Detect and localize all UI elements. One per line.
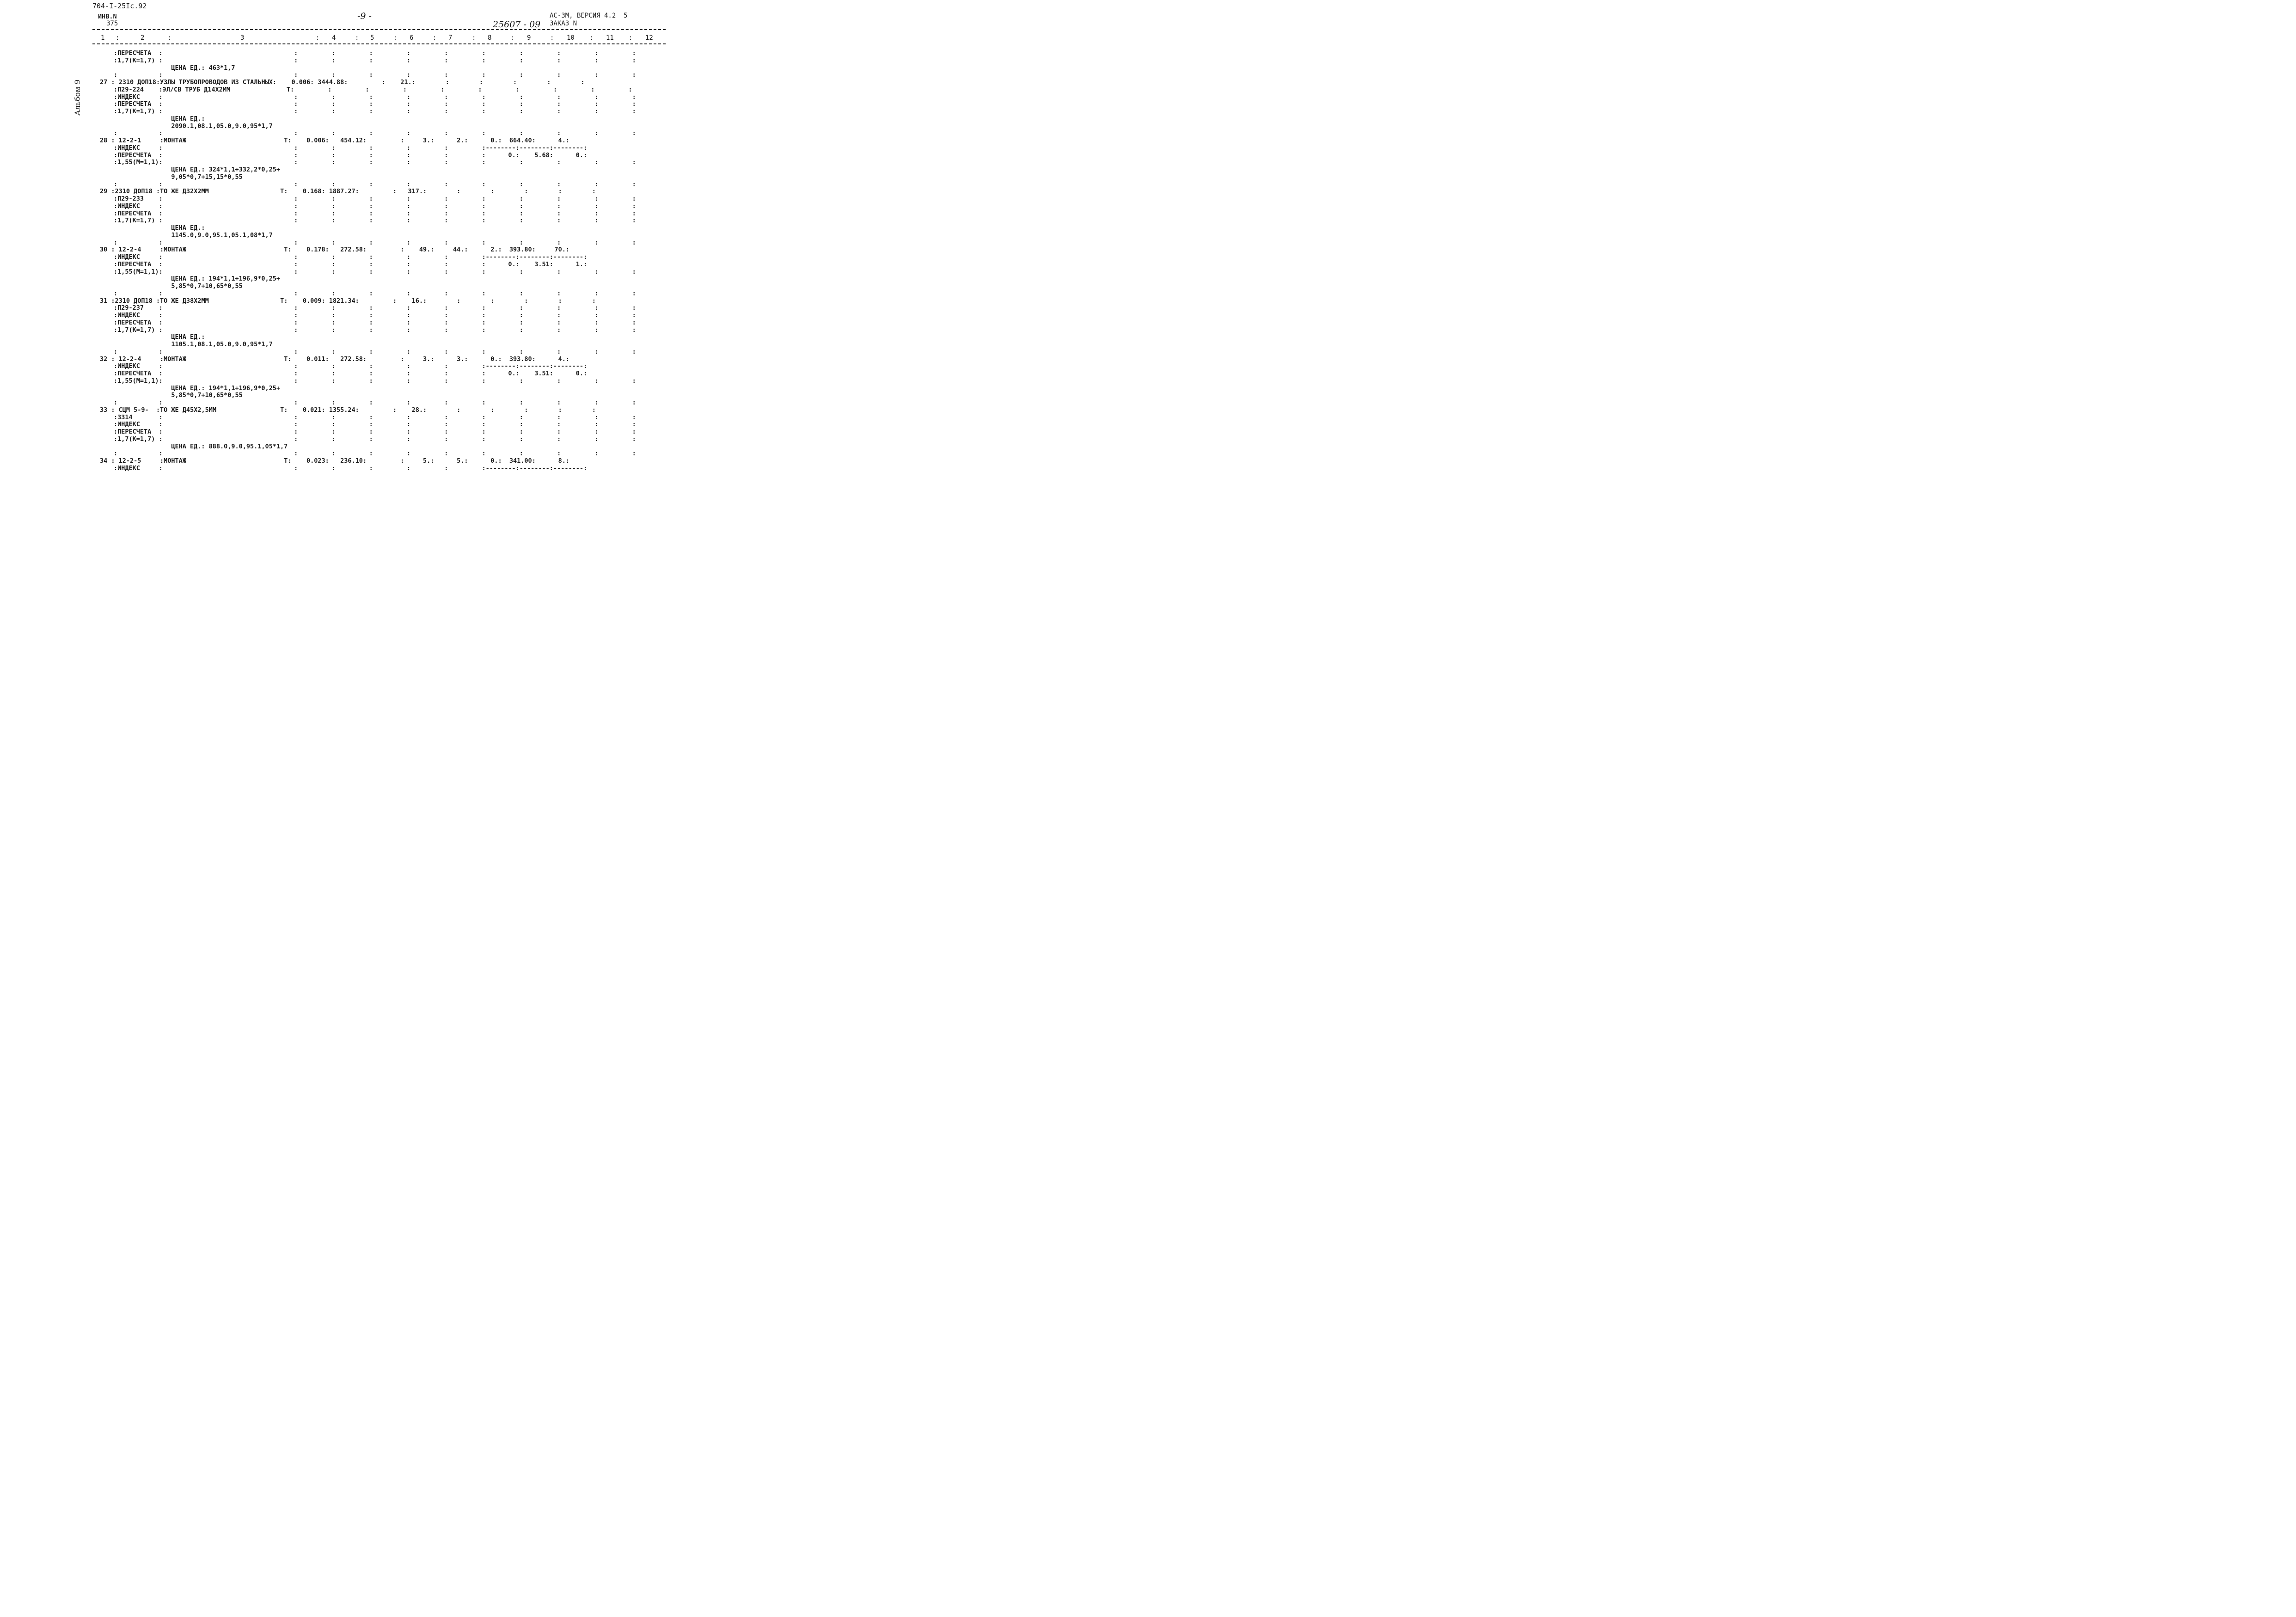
table-line: :ПЕРЕСЧЕТА : : : : : : : : : : : — [114, 428, 636, 435]
table-line: 5,85*0,7+10,65*0,55 — [126, 282, 243, 290]
table-line: :1,7(К=1,7) : : : : : : : : : : : — [114, 56, 636, 64]
table-line: :1,7(К=1,7) : : : : : : : : : : : — [114, 108, 636, 115]
table-line: 33 : СЦМ 5-9- :ТО ЖЕ Д45Х2,5ММ T: 0.021: 1355.24: : 28.: : : : : : — [100, 406, 596, 414]
table-line: ЦЕНА ЕД.: 194*1,1+196,9*0,25+ — [126, 275, 281, 283]
column-separator: : — [589, 34, 594, 42]
table-line: : : : : : : : : : : : : — [114, 71, 636, 79]
table-line: 29 :2310 ДОП18 :ТО ЖЕ Д32Х2ММ T: 0.168: 1887.27: : 317.: : : : : : — [100, 188, 596, 196]
table-line: ЦЕНА ЕД.: — [126, 115, 205, 122]
column-separator: : — [550, 34, 554, 42]
column-number: 9 — [527, 34, 531, 42]
column-number: 5 — [370, 34, 374, 42]
table-line: 1105.1,08.1,05.0,9.0,95*1,7 — [126, 341, 273, 348]
table-line: ЦЕНА ЕД.: 888.0,9.0,95.1,05*1,7 — [126, 442, 288, 450]
table-line: :ПЕРЕСЧЕТА : : : : : : : 0.: 5.68: 0.: — [114, 151, 588, 159]
column-separator: : — [355, 34, 359, 42]
table-line: :ИНДЕКС : : : : : : : : : : : — [114, 421, 636, 429]
table-line: : : : : : : : : : : : : — [114, 450, 636, 458]
table-line: : : : : : : : : : : : : — [114, 129, 636, 137]
table-line: :П29-237 : : : : : : : : : : : — [114, 304, 636, 312]
table-line: :ИНДЕКС : : : : : : : : : : : — [114, 312, 636, 319]
column-number: 2 — [141, 34, 145, 42]
table-line: :ПЕРЕСЧЕТА : : : : : : : 0.: 3.51: 1.: — [114, 260, 588, 268]
album-stamp: Альбом 9 — [73, 80, 82, 116]
table-line: :ПЕРЕСЧЕТА : : : : : : : 0.: 3.51: 0.: — [114, 370, 588, 377]
column-number: 6 — [410, 34, 414, 42]
table-line: :П29-233 : : : : : : : : : : : — [114, 195, 636, 202]
table-line: :ИНДЕКС : : : : : : : : : : : — [114, 93, 636, 101]
header-rule-bottom — [92, 43, 666, 44]
column-separator: : — [629, 34, 633, 42]
table-line: :ПЕРЕСЧЕТА : : : : : : : : : : : — [114, 209, 636, 217]
column-separator: : — [394, 34, 398, 42]
column-number: 10 — [567, 34, 575, 42]
header-rule-top — [92, 29, 666, 30]
table-line: : : : : : : : : : : : : — [114, 180, 636, 188]
table-line: :1,55(М=1,1): : : : : : : : : : : — [114, 159, 636, 166]
table-line: :1,7(К=1,7) : : : : : : : : : : : — [114, 435, 636, 443]
order-number: 25607 - 09 — [493, 19, 541, 30]
column-separator: : — [167, 34, 171, 42]
column-separator: : — [472, 34, 476, 42]
table-line: : : : : : : : : : : : : — [114, 348, 636, 355]
document-code: 704-I-25Iс.92 — [92, 2, 147, 10]
table-line: :ИНДЕКС : : : : : : :--------:--------:--------: — [114, 253, 588, 261]
table-line: ЦЕНА ЕД.: 463*1,7 — [126, 64, 235, 72]
table-line: :1,7(К=1,7) : : : : : : : : : : : — [114, 217, 636, 225]
table-line: :1,55(М=1,1): : : : : : : : : : : — [114, 268, 636, 276]
table-line: 5,85*0,7+10,65*0,55 — [126, 392, 243, 399]
program-version: АС-3М, ВЕРСИЯ 4.2 5 — [550, 12, 628, 19]
table-line: ЦЕНА ЕД.: — [126, 224, 205, 232]
table-line: 27 : 2310 ДОП18:УЗЛЫ ТРУБОПРОВОДОВ ИЗ СТАЛЬНЫХ: 0.006: 3444.88: : 21.: : : : : : — [100, 79, 585, 86]
table-line: :П29-224 :ЭЛ/СВ ТРУБ Д14Х2ММ T: : : : : : : : : : — [114, 86, 632, 93]
column-separator: : — [511, 34, 515, 42]
column-number: 7 — [448, 34, 453, 42]
table-line: : : : : : : : : : : : : — [114, 289, 636, 297]
table-line: :ПЕРЕСЧЕТА : : : : : : : : : : : — [114, 318, 636, 326]
table-line: 9,05*0,7+15,15*0,55 — [126, 173, 243, 181]
table-line: : : : : : : : : : : : : — [114, 239, 636, 246]
table-line: :ИНДЕКС : : : : : : :--------:--------:--------: — [114, 144, 588, 152]
table-line: :ПЕРЕСЧЕТА : : : : : : : : : : : — [114, 49, 636, 57]
table-line: :ИНДЕКС : : : : : : :--------:--------:--------: — [114, 464, 588, 472]
order-label: ЗАКАЗ N — [550, 20, 577, 27]
table-line: :3314 : : : : : : : : : : : — [114, 413, 636, 421]
table-line: 28 : 12-2-1 :МОНТАЖ T: 0.006: 454.12: : 3.: 2.: 0.: 664.40: 4.: — [100, 137, 569, 144]
table-line: 31 :2310 ДОП18 :ТО ЖЕ Д38Х2ММ T: 0.009: 1821.34: : 16.: : : : : : — [100, 297, 596, 305]
column-separator: : — [433, 34, 437, 42]
table-line: ЦЕНА ЕД.: — [126, 333, 205, 341]
table-line: ЦЕНА ЕД.: 194*1,1+196,9*0,25+ — [126, 384, 281, 392]
column-number: 3 — [240, 34, 245, 42]
table-line: :ИНДЕКС : : : : : : :--------:--------:--------: — [114, 362, 588, 370]
column-separator: : — [316, 34, 320, 42]
table-line: ЦЕНА ЕД.: 324*1,1+332,2*0,25+ — [126, 166, 281, 173]
column-number: 1 — [101, 34, 105, 42]
column-number: 8 — [488, 34, 492, 42]
table-line: :1,55(М=1,1): : : : : : : : : : : — [114, 377, 636, 385]
column-number: 12 — [645, 34, 653, 42]
table-line: : : : : : : : : : : : : — [114, 399, 636, 406]
column-separator: : — [116, 34, 120, 42]
table-line: :ПЕРЕСЧЕТА : : : : : : : : : : : — [114, 100, 636, 108]
column-number: 4 — [332, 34, 336, 42]
column-number: 11 — [606, 34, 614, 42]
table-line: :1,7(К=1,7) : : : : : : : : : : : — [114, 326, 636, 334]
table-line: 2090.1,08.1,05.0,9.0,95*1,7 — [126, 122, 273, 130]
page-number: -9 - — [357, 11, 372, 21]
table-line: :ИНДЕКС : : : : : : : : : : : — [114, 202, 636, 210]
table-line: 34 : 12-2-5 :МОНТАЖ T: 0.023: 236.10: : 5.: 5.: 0.: 341.00: 8.: — [100, 457, 569, 465]
inventory-label: ИНВ.N — [98, 13, 117, 20]
inventory-number: 375 — [106, 20, 118, 27]
table-line: 1145.0,9.0,95.1,05.1,08*1,7 — [126, 231, 273, 239]
table-line: 32 : 12-2-4 :МОНТАЖ T: 0.011: 272.58: : 3.: 3.: 0.: 393.80: 4.: — [100, 355, 569, 363]
table-line: 30 : 12-2-4 :МОНТАЖ T: 0.178: 272.58: : 49.: 44.: 2.: 393.80: 70.: — [100, 246, 569, 254]
